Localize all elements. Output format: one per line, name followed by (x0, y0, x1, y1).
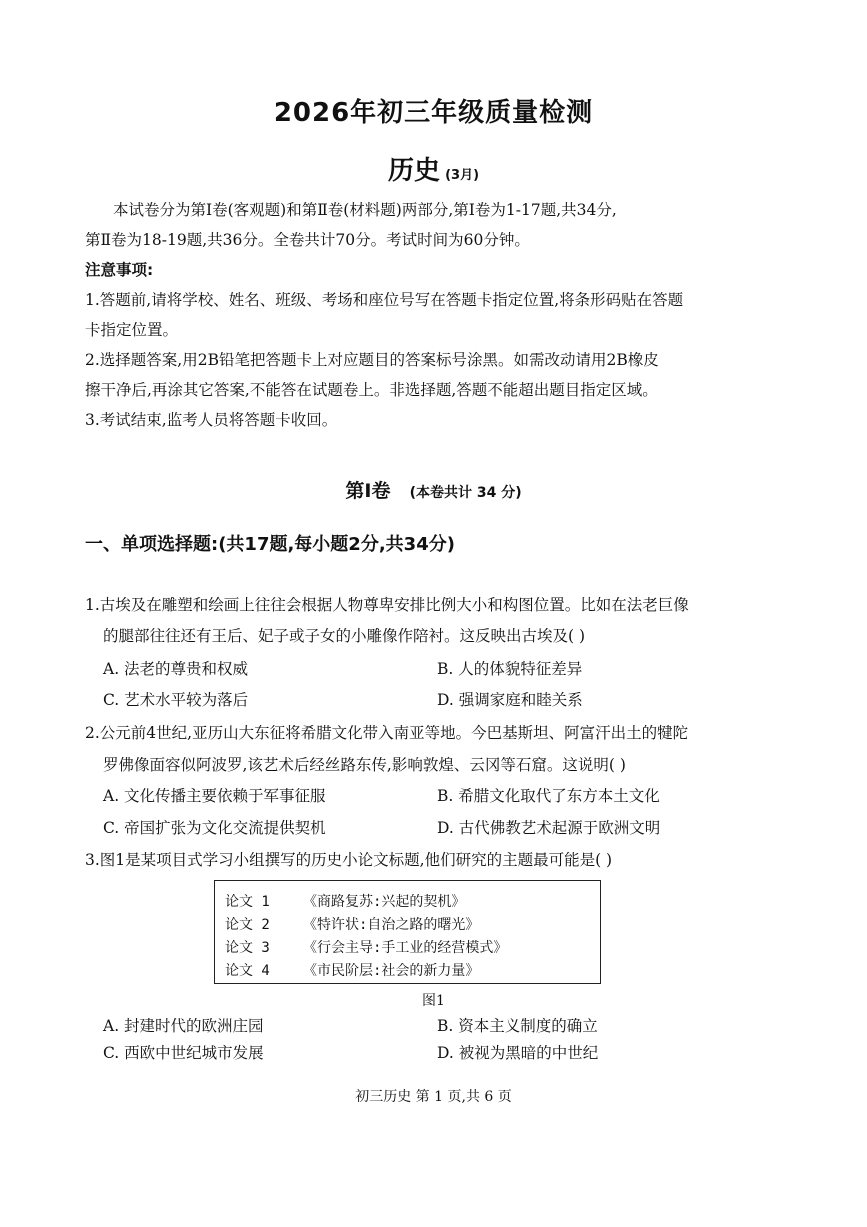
question-2-option-b: B. 希腊文化取代了东方本土文化 (437, 787, 660, 805)
question-2-option-d: D. 古代佛教艺术起源于欧洲文明 (437, 819, 661, 837)
notice-item-2-line-1: 2.选择题答案,用2B铅笔把答题卡上对应题目的答案标号涂黑。如需改动请用2B橡皮 (85, 351, 659, 369)
intro-line-2: 第Ⅱ卷为18-19题,共36分。全卷共计70分。考试时间为60分钟。 (85, 231, 530, 249)
question-1-line-1: 1.古埃及在雕塑和绘画上往往会根据人物尊卑安排比例大小和构图位置。比如在法老巨像 (85, 596, 689, 614)
part-1-heading: 一、单项选择题:(共17题,每小题2分,共34分) (85, 534, 455, 555)
question-3-option-c: C. 西欧中世纪城市发展 (103, 1044, 264, 1062)
page-footer: 初三历史 第 1 页,共 6 页 (355, 1089, 512, 1105)
figure-row-title: 《特许状:自治之路的曙光》 (303, 917, 480, 933)
question-2-line-2: 罗佛像面容似阿波罗,该艺术后经丝路东传,影响敦煌、云冈等石窟。这说明( ) (103, 756, 626, 774)
question-1-option-c: C. 艺术水平较为落后 (103, 691, 249, 709)
figure-row (225, 891, 465, 911)
subject-name: 历史 (387, 156, 440, 186)
subject-heading (0, 150, 867, 187)
question-1-line-2: 的腿部往往还有王后、妃子或子女的小雕像作陪衬。这反映出古埃及( ) (103, 627, 586, 645)
question-2-line-1: 2.公元前4世纪,亚历山大东征将希腊文化带入南亚等地。今巴基斯坦、阿富汗出土的犍陀 (85, 724, 689, 742)
question-3-option-a: A. 封建时代的欧洲庄园 (103, 1017, 264, 1035)
subject-note: (3月) (445, 168, 480, 183)
question-3-option-b: B. 资本主义制度的确立 (437, 1017, 598, 1035)
section-1-heading (0, 476, 867, 503)
notice-heading: 注意事项: (85, 261, 154, 279)
figure-1-table (214, 880, 601, 984)
notice-item-2-line-2: 擦干净后,再涂其它答案,不能答在试题卷上。非选择题,答题不能超出题目指定区域。 (85, 381, 658, 399)
figure-row-title: 《商路复苏:兴起的契机》 (303, 894, 466, 910)
question-3-option-d: D. 被视为黑暗的中世纪 (437, 1044, 599, 1062)
question-1-option-a: A. 法老的尊贵和权威 (103, 660, 249, 678)
question-3-line-1: 3.图1是某项目式学习小组撰写的历史小论文标题,他们研究的主题最可能是( ) (85, 851, 613, 869)
notice-item-1-line-1: 1.答题前,请将学校、姓名、班级、考场和座位号写在答题卡指定位置,将条形码贴在答题 (85, 291, 684, 309)
figure-row (225, 937, 507, 957)
figure-row-number: 论文 1 (225, 894, 270, 910)
exam-title: 2026年初三年级质量检测 (273, 98, 594, 128)
figure-row (225, 960, 479, 980)
figure-1-caption: 图1 (422, 993, 445, 1009)
figure-row-number: 论文 3 (225, 940, 270, 956)
question-2-option-c: C. 帝国扩张为文化交流提供契机 (103, 819, 326, 837)
figure-row-title: 《行会主导:手工业的经营模式》 (303, 940, 508, 956)
section-1-note: (本卷共计 34 分) (409, 485, 522, 501)
figure-row (225, 914, 479, 934)
intro-line-1: 本试卷分为第Ⅰ卷(客观题)和第Ⅱ卷(材料题)两部分,第Ⅰ卷为1-17题,共34分, (113, 201, 617, 219)
notice-item-3: 3.考试结束,监考人员将答题卡收回。 (85, 411, 338, 429)
section-1-title: 第Ⅰ卷 (345, 480, 391, 502)
question-2-option-a: A. 文化传播主要依赖于军事征服 (103, 787, 326, 805)
notice-item-1-line-2: 卡指定位置。 (85, 321, 179, 339)
figure-row-number: 论文 4 (225, 963, 270, 979)
question-1-option-b: B. 人的体貌特征差异 (437, 660, 583, 678)
figure-row-title: 《市民阶层:社会的新力量》 (303, 963, 480, 979)
figure-row-number: 论文 2 (225, 917, 270, 933)
question-1-option-d: D. 强调家庭和睦关系 (437, 691, 583, 709)
